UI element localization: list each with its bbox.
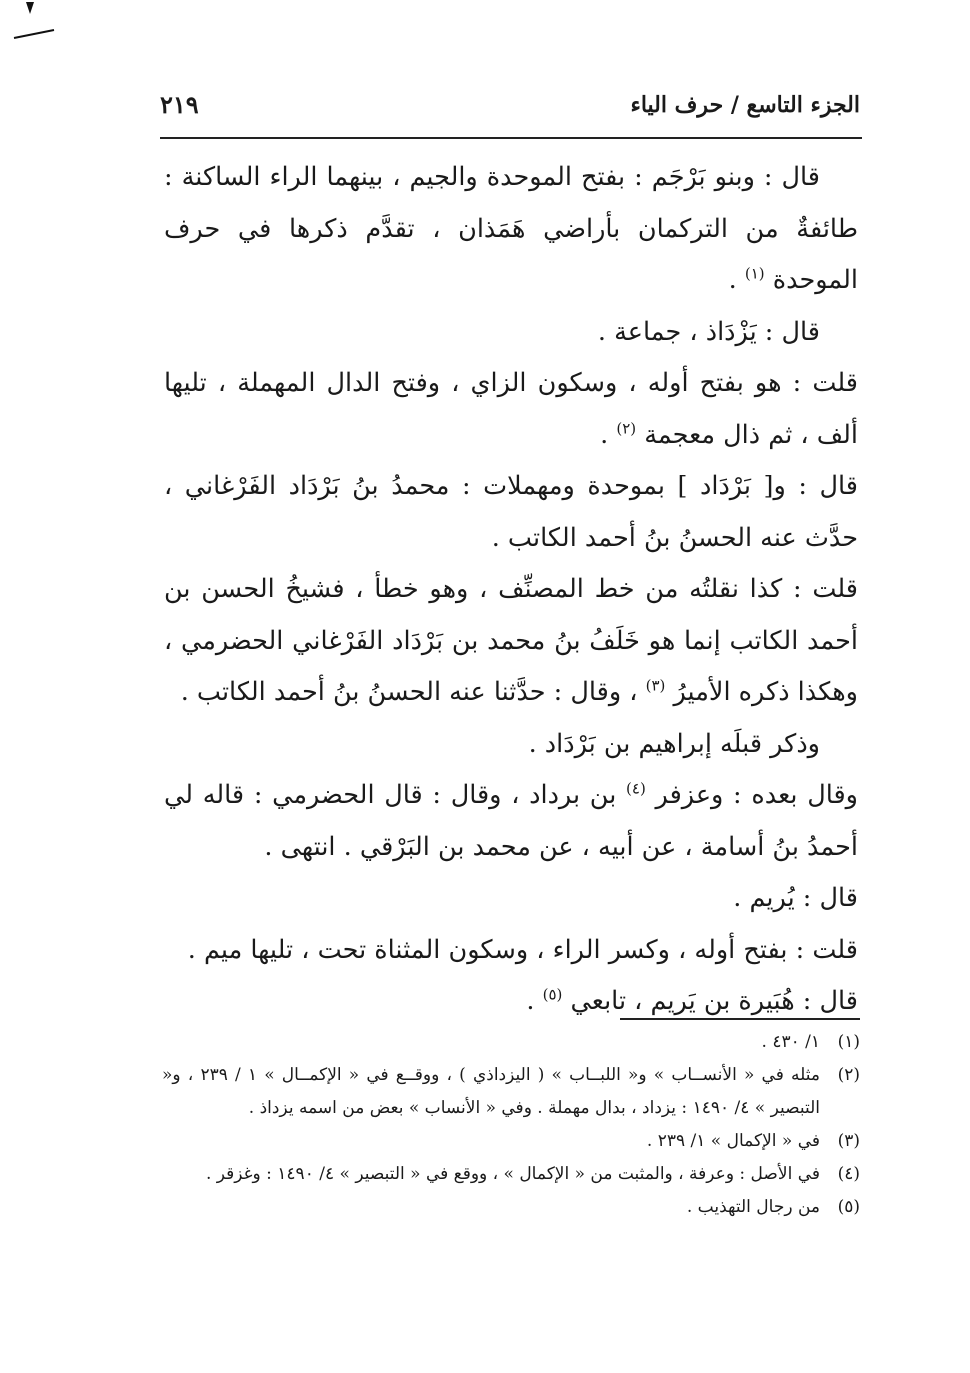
paragraph <box>164 461 858 564</box>
paragraph <box>164 307 858 359</box>
footnote <box>162 1026 860 1059</box>
paragraph-text: قال : وبنو بَرْجَم : بفتح الموحدة والجيم ، بينهما الراء الساكنة : طائفةٌ من التركمان بأراضي هَمَذان ، تقدَّم ذكرها في حرف الموحدة <box>164 162 858 295</box>
footnote-text: مثله في « الأنســاب » و« اللبــاب » ( اليزداذي ) ، ووقــع في « الإكمــال » ١ / ٢٣٩ ، و« التبصير » ٤/ ١٤٩٠ : يزداد ، بدال مهملة . وفي « الأنساب » بعض من اسمه يزداذ . <box>162 1065 820 1118</box>
footnote-text: ١/ ٤٣٠ . <box>761 1032 820 1052</box>
footnote-number: (١) <box>837 1032 860 1052</box>
footnote <box>162 1158 860 1191</box>
footnote-reference: (٢) <box>616 419 637 437</box>
footnote-number: (٤) <box>837 1164 860 1184</box>
footnote-separator <box>620 1018 860 1020</box>
paragraph <box>164 719 858 771</box>
footnote <box>162 1125 860 1158</box>
footnote-text: من رجال التهذيب . <box>686 1197 820 1217</box>
main-text <box>164 152 858 1028</box>
scan-corner-mark <box>12 0 56 42</box>
paragraph-text: قلت : بفتح أوله ، وكسر الراء ، وسكون المثناة تحت ، تليها ميم . <box>187 934 858 965</box>
paragraph: قال : هُبَيرة بن يَريم ، تابعي $^{(٥)}$ . <box>526 985 858 1016</box>
running-header <box>160 88 860 134</box>
paragraph <box>164 873 858 925</box>
paragraph-text: قال : يَزْدَاذ ، جماعة . <box>597 316 820 347</box>
paragraph-text: بن برداد ، وقال : قال الحضرمي : قاله لي أحمدُ بنُ أسامة ، عن أبيه ، عن محمد بن البَرْقي . انتهى . <box>164 780 858 862</box>
paragraph <box>164 770 858 873</box>
header-rule <box>160 137 862 139</box>
footnote-number: (٥) <box>837 1197 860 1217</box>
footnote-text: في « الإكمال » ١/ ٢٣٩ . <box>646 1131 820 1151</box>
footnote-reference: (٥) <box>542 985 563 1004</box>
paragraph-text: وذكر قبلَه إبراهيم بن بَرْدَاد . <box>528 728 820 759</box>
footnote <box>162 1191 860 1224</box>
paragraph-text: قلت : كذا نقلتُه من خط المصنِّف ، وهو خطأ ، فشيخُ الحسن بن أحمد الكاتب إنما هو خَلَفُ بنُ محمد بن بَرْدَاد الفَرْغاني الحضرمي ، وهكذا ذكره الأميرُ <box>164 574 859 707</box>
paragraph-text: قال : هُبَيرة بن يَريم ، تابعي <box>570 986 858 1016</box>
footnote-text: في الأصل : وعرفة ، والمثبت من « الإكمال » ، ووقع في « التبصير » ٤/ ١٤٩٠ : وغزقر . <box>205 1164 820 1184</box>
paragraph-text: قال : يُريم . <box>733 883 858 913</box>
paragraph-text: وقال بعده : وعزفر <box>655 780 858 810</box>
paragraph-text: قلت : هو بفتح أوله ، وسكون الزاي ، وفتح الدال المهملة ، تليها ألف ، ثم ذال معجمة <box>164 368 858 450</box>
paragraph-text: ، وقال : حدَّثنا عنه الحسنُ بنُ أحمد الكاتب . <box>180 677 638 707</box>
header-title: الجزء التاسع / حرف الياء <box>630 92 860 118</box>
footnote <box>162 1059 860 1125</box>
footnotes <box>162 1026 860 1224</box>
footnote-reference: (٤) <box>626 779 646 798</box>
paragraph: قلت : هو بفتح أوله ، وسكون الزاي ، وفتح الدال المهملة ، تليها ألف ، ثم ذال معجمة $^{(٢)}$ . <box>164 368 858 450</box>
paragraph-text: قال : و[ بَرْدَاد ] بموحدة ومهملات : محمدُ بنُ بَرْدَاد الفَرْغاني ، حدَّث عنه الحسنُ بنُ أحمد الكاتب . <box>164 471 858 553</box>
footnote-number: (٣) <box>837 1131 860 1151</box>
footnote-reference: (٣) <box>645 676 666 695</box>
page-number: ٢١٩ <box>160 90 199 119</box>
paragraph <box>164 564 858 719</box>
footnote-number: (٢) <box>837 1065 860 1085</box>
paragraph <box>164 925 858 977</box>
paragraph: قال : وبنو بَرْجَم : بفتح الموحدة والجيم ، بينهما الراء الساكنة : طائفةٌ من التركمان بأراضي هَمَذان ، تقدَّم ذكرها في حرف الموحدة $^{(١)}$ . <box>164 162 858 295</box>
footnote-reference: (١) <box>744 264 765 283</box>
